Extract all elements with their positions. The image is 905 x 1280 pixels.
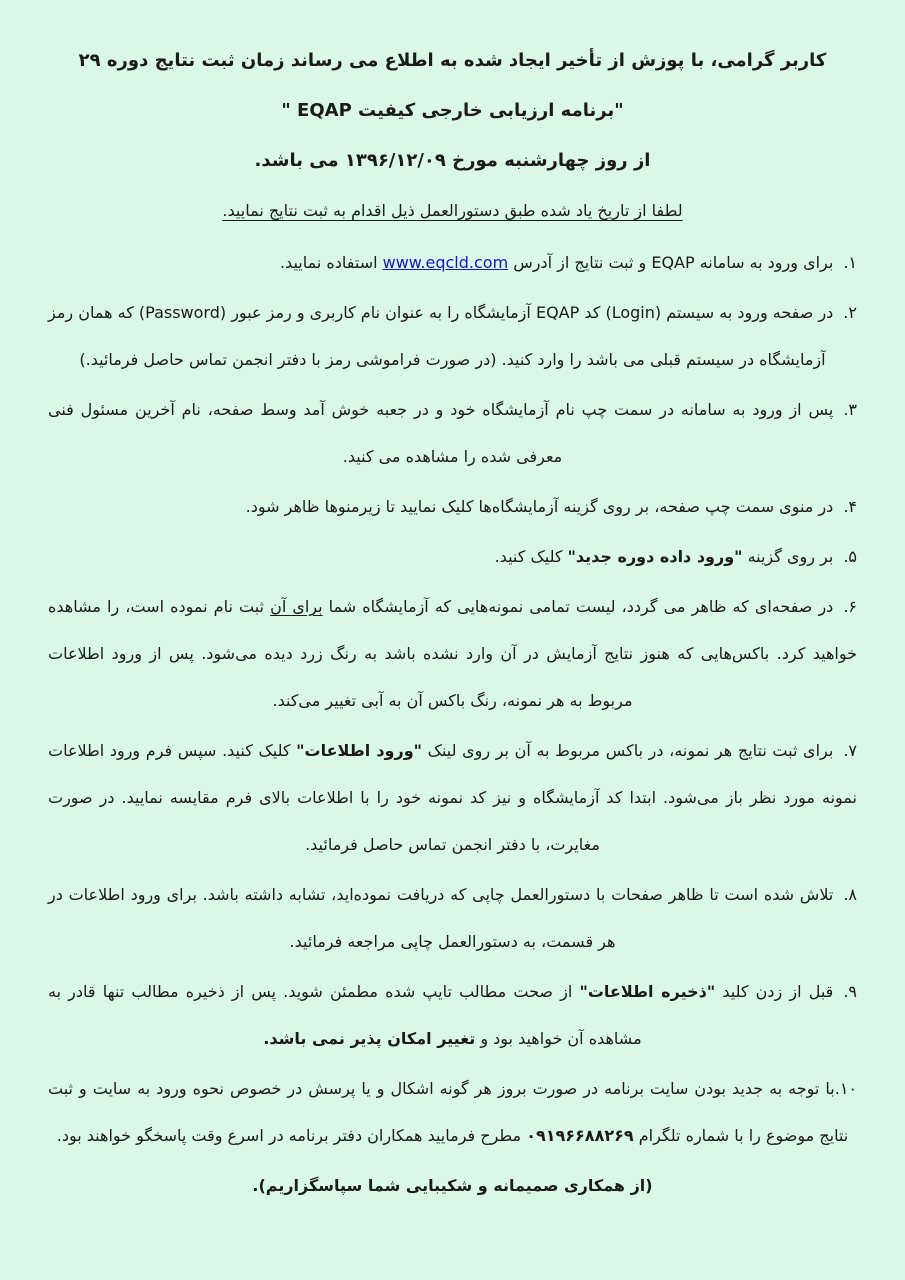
notice-header [48,36,857,236]
item-number: ۳. [843,400,857,419]
notice-title: کاربر گرامی، با پوزش از تأخیر ایجاد شده به اطلاع می رساند زمان ثبت نتایج دوره ۲۹ [78,50,827,71]
instruction-item [48,727,857,868]
notice-footer [48,1162,857,1209]
item-text-segment: برای ثبت نتایج هر نمونه، در باکس مربوط به آن بر روی لینک [422,741,834,760]
instruction-item [48,533,857,580]
item-number: ۵. [843,547,857,566]
item-text-segment: از صحت مطالب تایپ شده مطمئن شوید. پس از ذخیره مطالب تنها قادر به مشاهده آن خواهید بود و [48,982,642,1048]
item-number: ۱. [843,253,857,272]
item-text-segment: در منوی سمت چپ صفحه، بر روی گزینه آزمایشگاه‌ها کلیک نمایید تا زیرمنوها ظاهر شود. [245,497,834,516]
item-text-segment: "ورود داده دوره جدید" [567,547,743,566]
website-link[interactable]: www.eqcld.com [382,253,509,272]
instruction-item [48,386,857,480]
item-text-segment: "ذخیره اطلاعات" [579,982,716,1001]
item-text-segment: در صفحه ورود به سیستم (Login) کد EQAP آزمایشگاه را به عنوان نام کاربری و رمز عبور (Password) که همان رمز آزمایشگاه در سیستم قبلی می باشد را وارد کنید. (در صورت فراموشی رمز با دفتر انجمن تماس حاصل فرمائید.) [48,303,834,369]
instruction-note-underlined: لطفا از تاریخ یاد شده طبق دستورالعمل ذیل اقدام به ثبت نتایج نمایید. [222,201,683,220]
program-name-line: "برنامه ارزیابی خارجی کیفیت EQAP " [281,100,624,121]
item-number: ۲. [843,303,857,322]
instruction-item [48,1065,857,1159]
instruction-item [48,871,857,965]
item-number: ۹. [843,982,857,1001]
instruction-list [48,239,857,1159]
item-text-segment: بر روی گزینه [742,547,834,566]
item-number: ۶. [843,597,857,616]
item-text-segment: برای ورود به سامانه EQAP و ثبت نتایج از آدرس [508,253,834,272]
item-text-segment: کلیک کنید. سپس فرم ورود اطلاعات نمونه مورد نظر باز می‌شود. ابتدا کد آزمایشگاه و نیز کد نمونه خود را با اطلاعات بالای فرم مقایسه نمایید. در صورت مغایرت، با دفتر انجمن تماس حاصل فرمائید. [48,741,857,854]
item-text-segment: کلیک کنید. [494,547,568,566]
item-text-segment: مطرح فرمایید همکاران دفتر برنامه در اسرع وقت پاسخگو خواهند بود. [56,1126,527,1145]
item-text-segment: تغییر امکان پذیر نمی باشد. [263,1029,476,1048]
item-text-segment: تلاش شده است تا ظاهر صفحات با دستورالعمل چاپی که دریافت نموده‌اید، تشابه داشته باشد. برای ورود اطلاعات در هر قسمت، به دستورالعمل چاپی مراجعه فرمائید. [48,885,834,951]
item-number: ۸. [843,885,857,904]
item-text-segment: "ورود اطلاعات" [296,741,422,760]
item-number: ۱۰. [834,1079,857,1098]
closing-thanks: (از همکاری صمیمانه و شکیبایی شما سپاسگزاریم). [252,1176,653,1195]
item-text-segment: در صفحه‌ای که ظاهر می گردد، لیست تمامی نمونه‌هایی که آزمایشگاه شما [322,597,834,616]
item-text-segment: با توجه به جدید بودن سایت برنامه در صورت بروز هر گونه اشکال و یا پرسش در خصوص نحوه ورود به سایت و ثبت نتایج موضوع را با شماره تلگرام [48,1079,849,1145]
instruction-item [48,289,857,383]
item-text-segment: ۰۹۱۹۶۶۸۸۲۶۹ [526,1126,634,1145]
instruction-item [48,483,857,530]
item-number: ۴. [843,497,857,516]
item-text-segment: برای آن [270,597,323,616]
item-number: ۷. [843,741,857,760]
start-date-line: از روز چهارشنبه مورخ ۱۳۹۶/۱۲/۰۹ می باشد. [254,150,651,171]
item-text-segment: پس از ورود به سامانه در سمت چپ نام آزمایشگاه خود و در جعبه خوش آمد وسط صفحه، نام آخرین مسئول فنی معرفی شده را مشاهده می کنید. [48,400,834,466]
instruction-item [48,968,857,1062]
instruction-item [48,583,857,724]
instruction-item [48,239,857,286]
item-text-segment: ثبت نام نموده است، را مشاهده خواهید کرد. باکس‌هایی که هنوز نتایج آزمایش در آن وارد نشده باشد به رنگ زرد دیده می‌شود. پس از ورود اطلاعات مربوط به هر نمونه، رنگ باکس آن به آبی تغییر می‌کند. [48,597,857,710]
item-text-segment: استفاده نمایید. [279,253,383,272]
item-text-segment: قبل از زدن کلید [715,982,834,1001]
